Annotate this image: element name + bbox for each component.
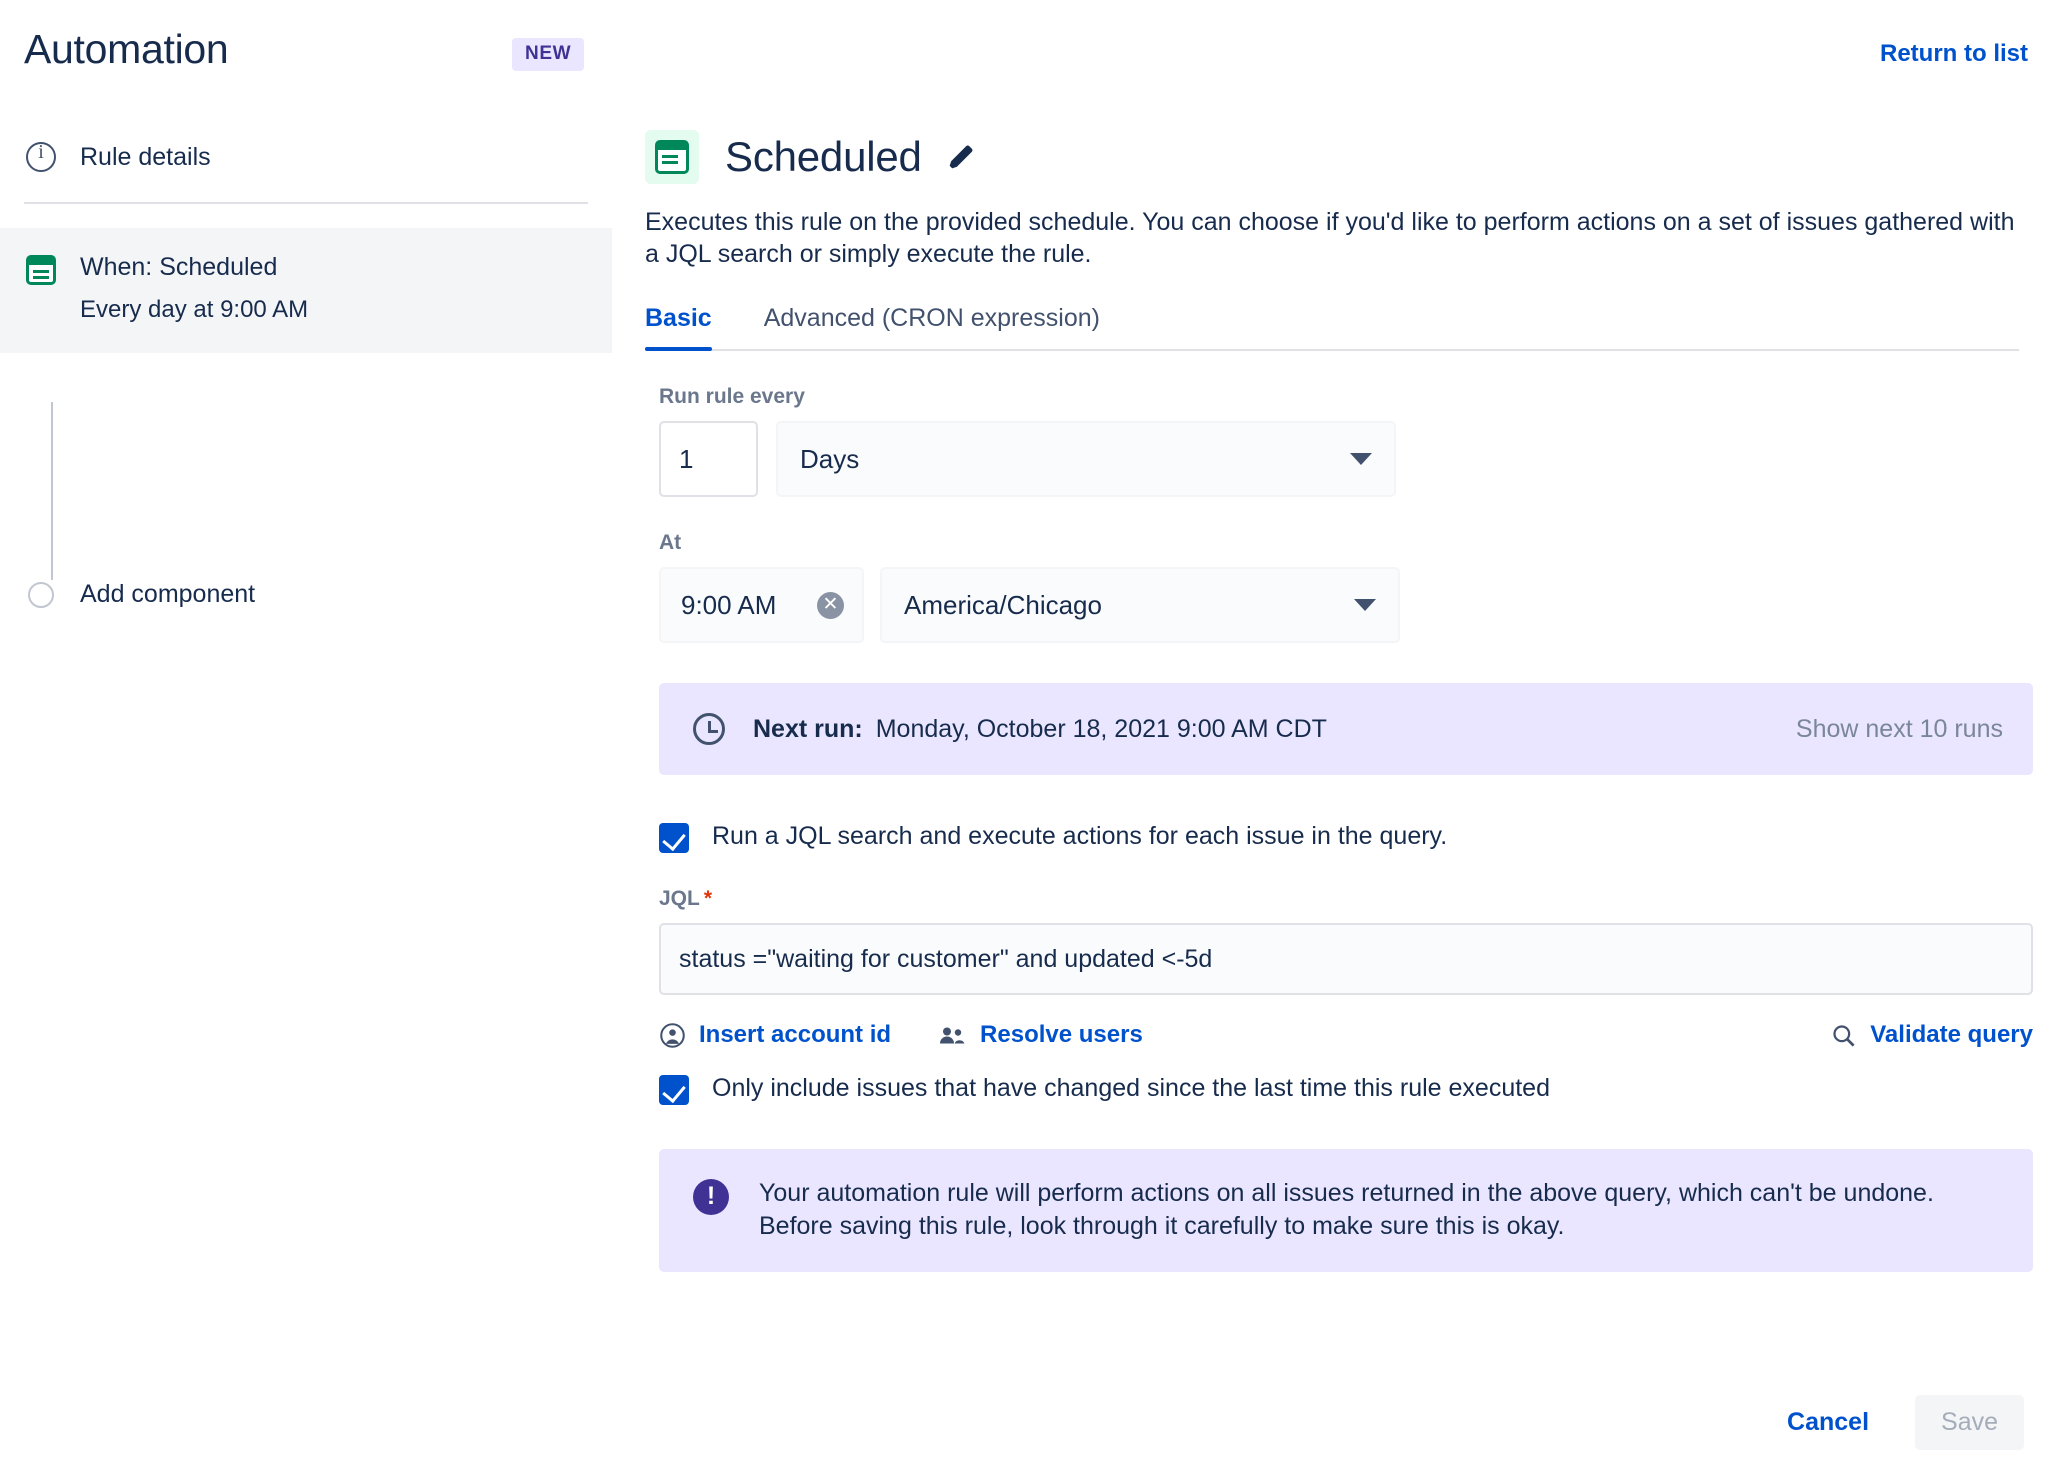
trigger-summary: Every day at 9:00 AM [80, 296, 309, 323]
at-label: At [659, 531, 682, 554]
trigger-header [645, 130, 2024, 184]
resolve-users-button[interactable] [937, 1021, 1143, 1049]
trigger-title: When: Scheduled [80, 253, 278, 281]
cancel-button[interactable]: Cancel [1787, 1408, 1870, 1436]
timezone-select[interactable] [880, 567, 1400, 643]
form-footer [1775, 1395, 2024, 1450]
new-badge: NEW [512, 38, 584, 71]
pencil-icon[interactable] [944, 140, 978, 174]
warning-banner [659, 1149, 2033, 1272]
changed-since-label: Only include issues that have changed since the last time this rule executed [712, 1074, 1550, 1102]
sidebar-item-label: Rule details [80, 143, 211, 171]
page-header [0, 0, 2052, 112]
next-run-banner [659, 683, 2033, 775]
time-field[interactable] [659, 567, 864, 643]
interval-unit-select[interactable] [776, 421, 1396, 497]
changed-since-checkbox-row [659, 1071, 2024, 1105]
circle-icon [28, 582, 54, 608]
chevron-down-icon [1350, 453, 1372, 465]
person-icon [659, 1022, 686, 1049]
jql-search-checkbox-label: Run a JQL search and execute actions for each issue in the query. [712, 822, 1448, 850]
timezone-value: America/Chicago [904, 589, 1102, 620]
calendar-icon [24, 253, 58, 287]
sidebar-divider [24, 202, 588, 204]
validate-query-button[interactable] [1830, 1021, 2033, 1049]
info-icon [24, 140, 58, 174]
search-icon [1830, 1022, 1857, 1049]
clock-icon [693, 713, 725, 745]
at-row [659, 567, 2024, 643]
return-to-list-link[interactable]: Return to list [1880, 40, 2028, 67]
sidebar-item-rule-details[interactable] [0, 112, 612, 202]
schedule-form [659, 385, 2033, 1272]
changed-since-checkbox[interactable] [659, 1075, 689, 1105]
interval-input[interactable] [659, 421, 758, 497]
show-next-runs-link[interactable]: Show next 10 runs [1795, 714, 2003, 743]
next-run-label: Next run: [753, 714, 863, 743]
chevron-down-icon [1354, 599, 1376, 611]
warning-icon: ! [693, 1179, 729, 1215]
add-component-button[interactable] [0, 580, 255, 609]
required-asterisk: * [703, 887, 713, 910]
jql-search-checkbox-row [659, 819, 2024, 853]
config-tabs [645, 304, 2019, 351]
flow-connector-line [51, 402, 53, 580]
insert-account-id-button[interactable] [659, 1021, 891, 1049]
tab-advanced-cron[interactable]: Advanced (CRON expression) [763, 304, 1100, 332]
jql-value: status ="waiting for customer" and updated <-5d [679, 944, 1213, 973]
jql-actions [659, 1021, 2033, 1049]
rule-sidebar [0, 112, 612, 1484]
page-title: Automation [24, 26, 229, 72]
trigger-name: Scheduled [725, 133, 922, 180]
sidebar-item-trigger-scheduled[interactable] [0, 228, 612, 353]
run-rule-every-label: Run rule every [659, 385, 805, 408]
trigger-description: Executes this rule on the provided schedule. You can choose if you'd like to perform actions on a set of issues gathered with a JQL search or simply execute the rule. [645, 208, 2015, 268]
people-icon [937, 1022, 967, 1049]
calendar-icon [645, 130, 699, 184]
jql-search-checkbox[interactable] [659, 823, 689, 853]
insert-account-id-label: Insert account id [699, 1021, 892, 1048]
jql-label-text: JQL [659, 887, 700, 910]
time-value: 9:00 AM [681, 589, 777, 620]
jql-label [659, 887, 2024, 911]
next-run-value: Monday, October 18, 2021 9:00 AM CDT [875, 714, 1327, 743]
resolve-users-label: Resolve users [980, 1021, 1143, 1048]
tab-basic[interactable]: Basic [645, 304, 712, 349]
jql-input[interactable] [659, 923, 2033, 995]
validate-query-label: Validate query [1870, 1021, 2033, 1048]
interval-row [659, 421, 2024, 497]
warning-text: Your automation rule will perform actions on all issues returned in the above query, which can't be undone. Before saving this rule, look through it carefully to make sure this is okay. [759, 1179, 1934, 1240]
clear-icon[interactable]: ✕ [817, 592, 844, 619]
interval-unit-value: Days [800, 443, 860, 474]
save-button[interactable]: Save [1915, 1395, 2024, 1450]
trigger-config-panel [612, 112, 2052, 1484]
add-component-label: Add component [80, 580, 256, 608]
